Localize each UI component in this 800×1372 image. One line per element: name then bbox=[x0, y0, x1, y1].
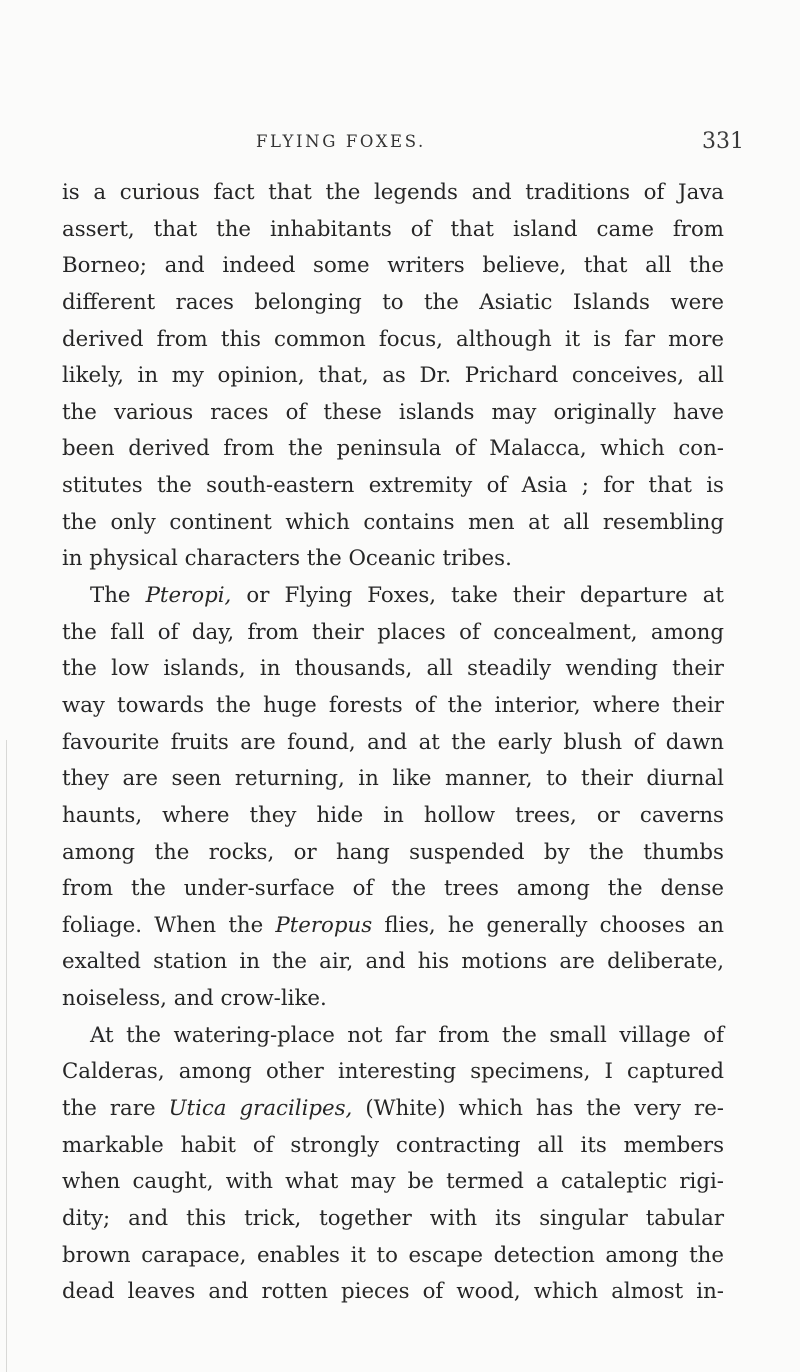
running-head bbox=[0, 129, 800, 156]
text-line: likely, in my opinion, that, as Dr. Prichard conceives, all bbox=[62, 363, 724, 389]
text-line: is a curious fact that the legends and traditions of Java bbox=[62, 180, 724, 205]
text-line: the fall of day, from their places of concealment, among bbox=[62, 619, 724, 645]
text-line: the low islands, in thousands, all steadily wending their bbox=[62, 656, 724, 682]
page-number: 331 bbox=[702, 129, 744, 154]
text-line: At the watering-place not far from the small village of bbox=[90, 1022, 724, 1048]
text-line: when caught, with what may be termed a cataleptic rigi- bbox=[62, 1169, 724, 1195]
text-line: The Pteropi, or Flying Foxes, take their departure at bbox=[90, 583, 724, 609]
text-line: the rare Utica gracilipes, (White) which has the very re- bbox=[62, 1096, 724, 1122]
text-line: the various races of these islands may originally have bbox=[62, 399, 724, 425]
text-line: way towards the huge forests of the interior, where their bbox=[62, 692, 724, 718]
text-line: favourite fruits are found, and at the early blush of dawn bbox=[62, 729, 724, 755]
text-line: Borneo; and indeed some writers believe, that all the bbox=[62, 253, 724, 279]
text-line: assert, that the inhabitants of that island came from bbox=[62, 216, 724, 242]
text-line: markable habit of strongly contracting all its members bbox=[62, 1132, 724, 1158]
text-line: different races belonging to the Asiatic Islands were bbox=[62, 289, 724, 315]
text-line: dity; and this trick, together with its singular tabular bbox=[62, 1205, 724, 1231]
text-line: derived from this common focus, although it is far more bbox=[62, 326, 724, 352]
running-title: FLYING FOXES. bbox=[256, 132, 426, 151]
italic-term: Pteropi, bbox=[145, 583, 232, 609]
text-line: dead leaves and rotten pieces of wood, which almost in- bbox=[62, 1279, 724, 1305]
text-line: from the under-surface of the trees among the dense bbox=[62, 876, 724, 902]
italic-term: Utica gracilipes, bbox=[168, 1096, 353, 1122]
text-line: haunts, where they hide in hollow trees, or caverns bbox=[62, 802, 724, 828]
text-line: brown carapace, enables it to escape detection among the bbox=[62, 1242, 724, 1268]
text-line: they are seen returning, in like manner, to their diurnal bbox=[62, 766, 724, 792]
body-text bbox=[62, 175, 724, 1311]
text-line: noiseless, and crow-like. bbox=[62, 986, 327, 1012]
text-line: been derived from the peninsula of Malacca, which con- bbox=[62, 436, 724, 462]
text-line: foliage. When the Pteropus flies, he generally chooses an bbox=[62, 912, 724, 938]
text-line: Calderas, among other interesting specimens, I captured bbox=[62, 1059, 724, 1085]
text-line: exalted station in the air, and his motions are deliberate, bbox=[62, 949, 724, 975]
text-line: the only continent which contains men at all resembling bbox=[62, 509, 724, 535]
text-line: in physical characters the Oceanic tribes. bbox=[62, 546, 512, 572]
italic-term: Pteropus bbox=[275, 912, 373, 938]
text-line: stitutes the south-eastern extremity of Asia ; for that is bbox=[62, 473, 724, 499]
text-line: among the rocks, or hang suspended by the thumbs bbox=[62, 839, 724, 865]
gutter-line bbox=[6, 740, 7, 1372]
